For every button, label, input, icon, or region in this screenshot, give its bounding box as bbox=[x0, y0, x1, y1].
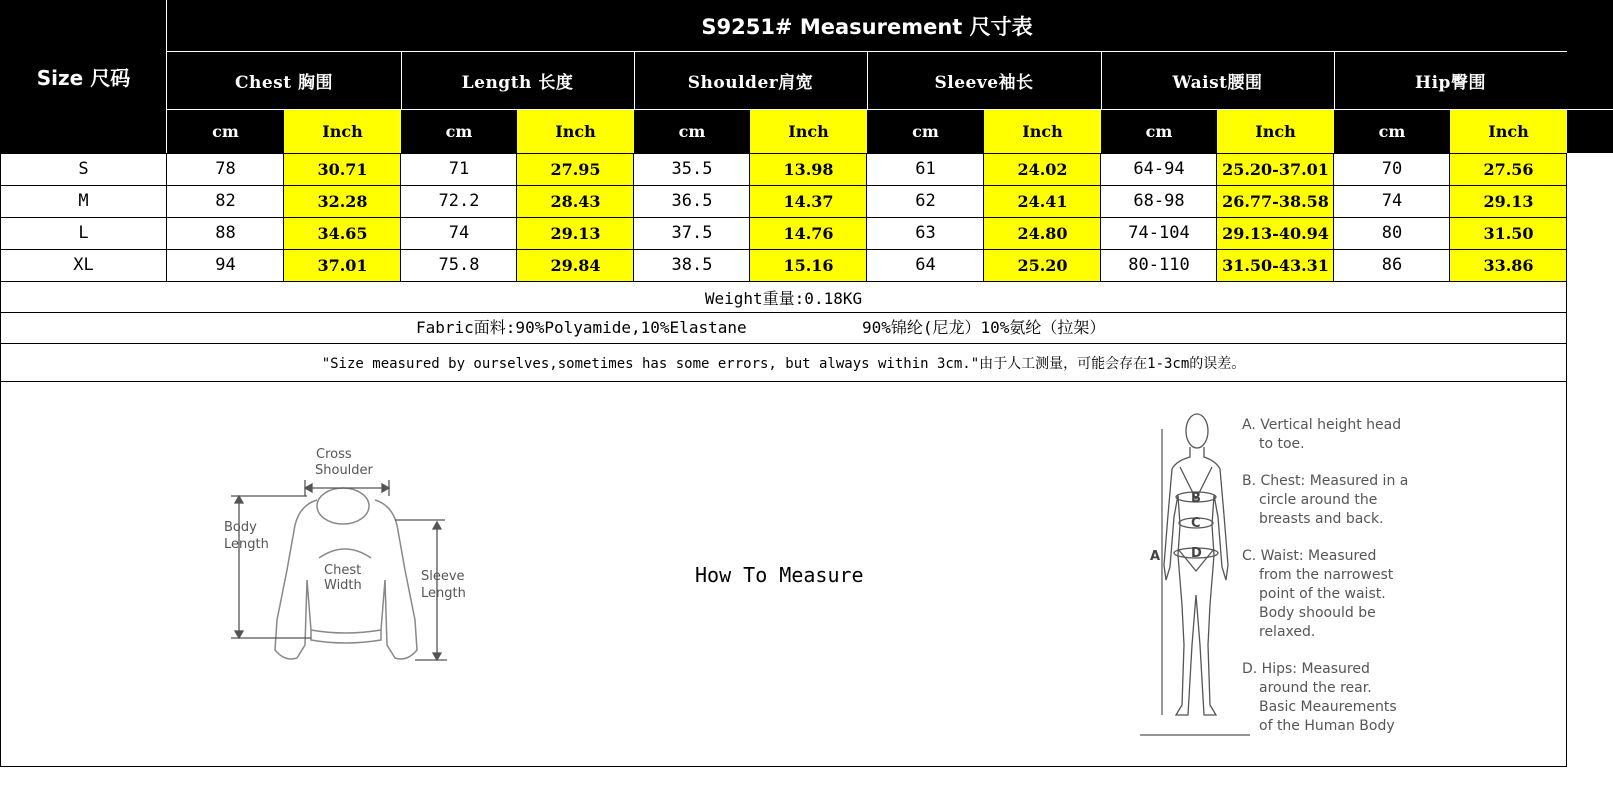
cm-value-cell: 37.5 bbox=[671, 223, 713, 243]
legend-line: D. Hips: Measured bbox=[1242, 661, 1370, 677]
measurement-note: "Size measured by ourselves,sometimes has some errors, but always within 3cm."由于人工测量，可能会存在1-3cm的误差。 bbox=[321, 355, 1246, 372]
column-divider bbox=[166, 153, 167, 281]
group-header: Shoulder肩宽 bbox=[634, 52, 867, 109]
legend-line: Basic Meaurements bbox=[1259, 699, 1397, 715]
legend-line: point of the waist. bbox=[1259, 586, 1386, 602]
row-divider bbox=[0, 153, 1567, 154]
size-cell: XL bbox=[73, 255, 94, 275]
legend-line: circle around the bbox=[1259, 492, 1378, 508]
legend-item bbox=[1242, 660, 1422, 736]
cm-value-cell: 75.8 bbox=[438, 255, 480, 275]
inch-value-cell: 14.37 bbox=[750, 185, 867, 217]
cm-value-cell: 68-98 bbox=[1133, 191, 1185, 211]
unit-header-cm: cm bbox=[1101, 110, 1217, 153]
chest-circle bbox=[319, 549, 371, 558]
unit-header-cm: cm bbox=[634, 110, 750, 153]
inch-value-cell: 13.98 bbox=[750, 153, 867, 185]
legend-line: C. Waist: Measured bbox=[1242, 548, 1377, 564]
unit-divider bbox=[167, 109, 1613, 110]
title-divider bbox=[167, 51, 1567, 52]
legend-line: around the rear. bbox=[1259, 680, 1372, 696]
inch-value-cell: 29.84 bbox=[517, 249, 634, 281]
group-header: Chest 胸围 bbox=[167, 52, 401, 109]
cm-value-cell: 64 bbox=[915, 255, 936, 275]
legend-line: breasts and back. bbox=[1259, 511, 1384, 527]
column-divider bbox=[749, 153, 750, 281]
cm-value-cell: 74 bbox=[448, 223, 470, 243]
unit-header-inch: Inch bbox=[1450, 110, 1567, 153]
unit-header-inch: Inch bbox=[284, 110, 401, 153]
weight-text: Weight重量:0.18KG bbox=[704, 288, 863, 308]
unit-header-inch: Inch bbox=[1217, 110, 1334, 153]
legend-line: from the narrowest bbox=[1259, 567, 1394, 583]
inch-value-cell: 28.43 bbox=[517, 185, 634, 217]
body-label-a: A bbox=[1150, 549, 1161, 564]
cross-shoulder-label-1: Cross bbox=[316, 447, 352, 462]
column-divider bbox=[400, 153, 401, 281]
column-divider bbox=[1333, 153, 1334, 281]
group-header: Length 长度 bbox=[401, 52, 634, 109]
unit-header-cm: cm bbox=[167, 110, 284, 153]
cm-value-cell: 72.2 bbox=[438, 191, 480, 211]
cm-value-cell: 88 bbox=[215, 223, 236, 243]
inch-value-cell: 27.56 bbox=[1450, 153, 1567, 185]
column-divider bbox=[1216, 153, 1217, 281]
group-divider bbox=[1101, 52, 1102, 109]
body-label-b: B bbox=[1191, 491, 1201, 506]
cm-value-cell: 70 bbox=[1381, 159, 1403, 179]
cm-value-cell: 74-104 bbox=[1128, 223, 1190, 243]
border-right bbox=[1566, 153, 1567, 767]
inch-value-cell: 24.80 bbox=[984, 217, 1101, 249]
cm-value-cell: 63 bbox=[915, 223, 936, 243]
sleeve-length-label-1: Sleeve bbox=[421, 569, 465, 584]
cm-value-cell: 82 bbox=[215, 191, 236, 211]
column-divider bbox=[633, 153, 634, 281]
body-measure-diagram bbox=[1140, 405, 1250, 740]
inch-value-cell: 24.02 bbox=[984, 153, 1101, 185]
body-outline bbox=[1164, 447, 1228, 715]
sleeve-length-label-2: Length bbox=[421, 586, 466, 601]
unit-header-inch: Inch bbox=[750, 110, 867, 153]
unit-header-cm: cm bbox=[401, 110, 517, 153]
inch-value-cell: 15.16 bbox=[750, 249, 867, 281]
inch-value-cell: 31.50 bbox=[1450, 217, 1567, 249]
inch-value-cell: 27.95 bbox=[517, 153, 634, 185]
cm-value-cell: 35.5 bbox=[671, 159, 713, 179]
size-header-label: Size 尺码 bbox=[36, 66, 131, 90]
legend-line: of the Human Body bbox=[1259, 718, 1395, 734]
body-length-label-1: Body bbox=[224, 520, 257, 535]
legend-line: to toe. bbox=[1259, 436, 1305, 452]
group-divider bbox=[1334, 52, 1335, 109]
border-bottom bbox=[0, 766, 1567, 767]
inch-value-cell: 26.77-38.58 bbox=[1217, 185, 1334, 217]
fabric-text-en: Fabric面料:90%Polyamide,10%Elastane bbox=[416, 318, 747, 337]
legend-line: B. Chest: Measured in a bbox=[1242, 473, 1409, 489]
column-divider bbox=[1100, 153, 1101, 281]
row-divider bbox=[0, 185, 1567, 186]
inch-value-cell: 34.65 bbox=[284, 217, 401, 249]
cm-value-cell: 78 bbox=[215, 159, 236, 179]
divider bbox=[0, 381, 1567, 382]
cm-value-cell: 61 bbox=[915, 159, 936, 179]
cm-value-cell: 94 bbox=[215, 255, 236, 275]
cm-value-cell: 74 bbox=[1381, 191, 1403, 211]
unit-header-inch: Inch bbox=[517, 110, 634, 153]
size-cell: S bbox=[78, 159, 89, 179]
cm-value-cell: 62 bbox=[915, 191, 936, 211]
border-left bbox=[0, 153, 1, 767]
body-label-d: D bbox=[1191, 546, 1202, 561]
inch-value-cell: 30.71 bbox=[284, 153, 401, 185]
head-shape bbox=[1186, 414, 1208, 448]
group-header: Sleeve袖长 bbox=[867, 52, 1101, 109]
inch-value-cell: 37.01 bbox=[284, 249, 401, 281]
unit-header-inch: Inch bbox=[984, 110, 1101, 153]
group-header: Waist腰围 bbox=[1101, 52, 1334, 109]
cm-value-cell: 64-94 bbox=[1133, 159, 1185, 179]
legend-item bbox=[1242, 547, 1422, 642]
inch-value-cell: 29.13 bbox=[1450, 185, 1567, 217]
column-divider bbox=[283, 153, 284, 281]
legend-line: Body shoould be bbox=[1259, 605, 1376, 621]
column-divider bbox=[983, 153, 984, 281]
size-cell: M bbox=[78, 191, 89, 211]
how-to-measure-label: How To Measure bbox=[695, 563, 864, 587]
column-divider bbox=[866, 153, 867, 281]
inch-value-cell: 32.28 bbox=[284, 185, 401, 217]
legend-item bbox=[1242, 472, 1422, 529]
group-divider bbox=[401, 52, 402, 109]
inch-value-cell: 29.13 bbox=[517, 217, 634, 249]
body-measure-legend bbox=[1242, 416, 1422, 736]
body-length-label-2: Length bbox=[224, 537, 269, 552]
inch-value-cell: 29.13-40.94 bbox=[1217, 217, 1334, 249]
inch-value-cell: 31.50-43.31 bbox=[1217, 249, 1334, 281]
inch-value-cell: 14.76 bbox=[750, 217, 867, 249]
group-divider bbox=[867, 52, 868, 109]
legend-line: relaxed. bbox=[1259, 624, 1316, 640]
legend-item bbox=[1242, 416, 1422, 454]
collar-shape bbox=[317, 488, 369, 524]
divider bbox=[0, 312, 1567, 313]
group-header: Hip臀围 bbox=[1334, 52, 1567, 109]
body-label-c: C bbox=[1191, 516, 1201, 531]
cross-shoulder-label-2: Shoulder bbox=[315, 463, 373, 478]
row-divider bbox=[0, 249, 1567, 250]
fabric-text-cn: 90%锦纶(尼龙）10%氨纶（拉架） bbox=[862, 318, 1106, 337]
inch-value-cell: 25.20-37.01 bbox=[1217, 153, 1334, 185]
size-cell: L bbox=[78, 223, 89, 243]
chest-width-label-1: Chest bbox=[324, 563, 362, 578]
header-right-edge bbox=[1567, 52, 1613, 153]
inch-value-cell: 33.86 bbox=[1450, 249, 1567, 281]
garment-measure-diagram bbox=[215, 440, 485, 675]
cm-value-cell: 86 bbox=[1381, 255, 1403, 275]
unit-header-cm: cm bbox=[1334, 110, 1450, 153]
chest-width-label-2: Width bbox=[324, 578, 362, 593]
legend-line: A. Vertical height head bbox=[1242, 417, 1402, 433]
sweater-hem bbox=[311, 630, 381, 633]
inch-value-cell: 25.20 bbox=[984, 249, 1101, 281]
table-title: S9251# Measurement 尺寸表 bbox=[701, 15, 1033, 39]
cm-value-cell: 80-110 bbox=[1128, 255, 1190, 275]
column-divider bbox=[516, 153, 517, 281]
cm-value-cell: 38.5 bbox=[671, 255, 713, 275]
cm-value-cell: 71 bbox=[448, 159, 470, 179]
inch-value-cell: 24.41 bbox=[984, 185, 1101, 217]
row-divider bbox=[0, 217, 1567, 218]
unit-header-cm: cm bbox=[867, 110, 984, 153]
cm-value-cell: 36.5 bbox=[671, 191, 713, 211]
column-divider bbox=[1449, 153, 1450, 281]
cm-value-cell: 80 bbox=[1381, 223, 1403, 243]
group-divider bbox=[634, 52, 635, 109]
